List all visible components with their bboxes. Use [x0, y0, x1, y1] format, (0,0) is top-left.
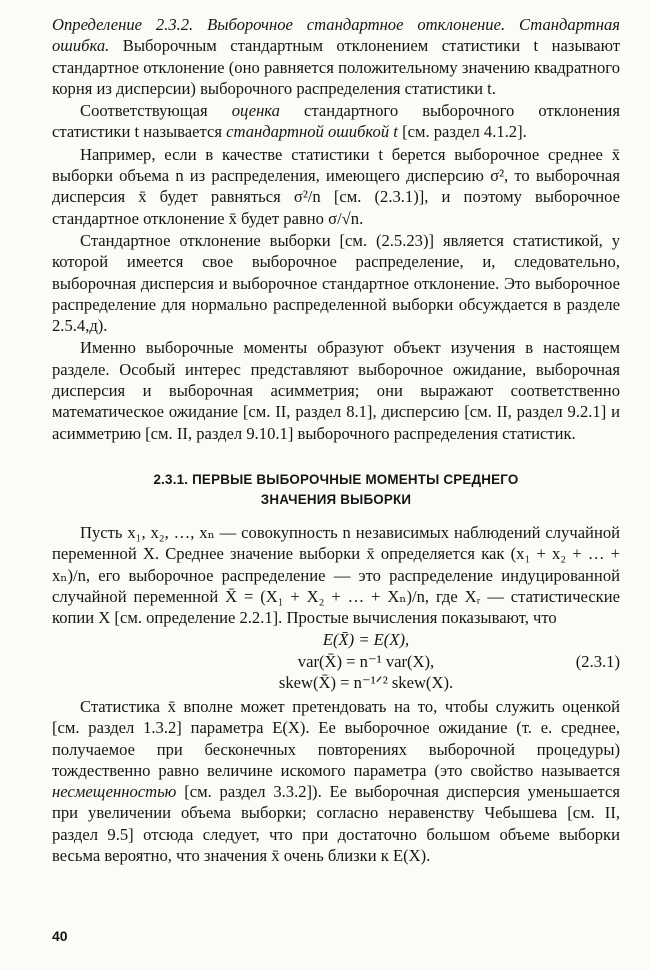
equation-skewness: skew(X̄) = n⁻¹ᐟ² skew(X). [278, 673, 454, 693]
definition-text: Выборочным стандартным отклонением статистики t называют стандартное отклонение (оно равняется положительному значению квадратного корня из дисперсии) выборочного распределения статистики t. [52, 36, 620, 98]
unbiased-paragraph [52, 696, 620, 866]
term-unbiasedness: несмещенностью [52, 782, 177, 802]
term-estimate: оценка [231, 101, 280, 121]
text-fragment: Статистика x̄ вполне может претендовать на то, чтобы служить оценкой [см. раздел 1.3.2] параметра E(X). Ее выборочное ожидание (т. е. среднее, получаемое при бесконечных повторениях выборочной процедуры) тождественно равно величине искомого параметра (это свойство называется [52, 696, 620, 780]
section-heading-line-1: 2.3.1. ПЕРВЫЕ ВЫБОРОЧНЫЕ МОМЕНТЫ СРЕДНЕГО [153, 471, 519, 487]
definition-label: Определение 2.3.2. Выборочное стандартное отклонение. Стандартная ошибка. [52, 15, 620, 56]
equation-variance: var(X̄) = n⁻¹ var(X), [297, 651, 435, 671]
text-fragment: [см. раздел 4.1.2]. [402, 122, 527, 142]
equation-expectation: E(X̄) = E(X), [322, 630, 410, 650]
moments-paragraph: Именно выборочные моменты образуют объект изучения в настоящем разделе. Особый интерес представляют выборочное ожидание, выборочная дисперсия и выборочная асимметрия; они выражают соответственно математическое ожидание [см. II, раздел 8.1], дисперсию [см. II, раздел 9.2.1] и асимметрию [см. II, раздел 9.10.1] выборочного распределения статистик. [52, 338, 620, 443]
intro-paragraph: Пусть x₁, x₂, …, xₙ — совокупность n независимых наблюдений случайной переменной X. Среднее значение выборки x̄ определяется как (x₁ + x₂ + … + xₙ)/n, его выборочное распределение — это распределение индуцированной случайной переменной X̄ = (X₁ + X₂ + … + Xₙ)/n, где Xᵣ — статистические копии X [см. определение 2.2.1]. Простые вычисления показывают, что [52, 522, 620, 628]
text-fragment: [см. раздел 3.3.2]). Ее выборочная дисперсия уменьшается при увеличении объема выборки; согласно неравенству Чебышева [см. II, раздел 9.5] отсюда следует, что при достаточно большом объеме выборки весьма вероятно, что значения x̄ очень близки к E(X). [52, 782, 620, 865]
section-heading-line-2: ЗНАЧЕНИЯ ВЫБОРКИ [260, 491, 412, 507]
definition-paragraph [52, 14, 620, 99]
text-fragment: Соответствующая [80, 101, 208, 121]
page-number: 40 [52, 928, 68, 944]
equation-block-2-3-1 [52, 629, 620, 694]
term-standard-error: стандартной ошибкой t [226, 122, 398, 142]
section-heading [52, 470, 620, 510]
text-fragment: стандартного выборочного отклонения статистики t называется [52, 101, 620, 142]
standard-error-paragraph [52, 100, 620, 143]
sample-sd-paragraph: Стандартное отклонение выборки [см. (2.5.23)] является статистикой, у которой имеется свое выборочное распределение, и, следовательно, выборочная дисперсия и выборочное стандартное отклонение. Это выборочное распределение для нормально распределенной выборки обсуждается в разделе 2.5.4,д). [52, 230, 620, 336]
example-paragraph: Например, если в качестве статистики t берется выборочное среднее x̄ выборки объема n из распределения, имеющего дисперсию σ², то выборочная дисперсия x̄ будет равняться σ²/n [см. (2.3.1)], и поэтому выборочное стандартное отклонение x̄ будет равно σ/√n. [52, 144, 620, 228]
equation-number: (2.3.1) [575, 652, 620, 672]
